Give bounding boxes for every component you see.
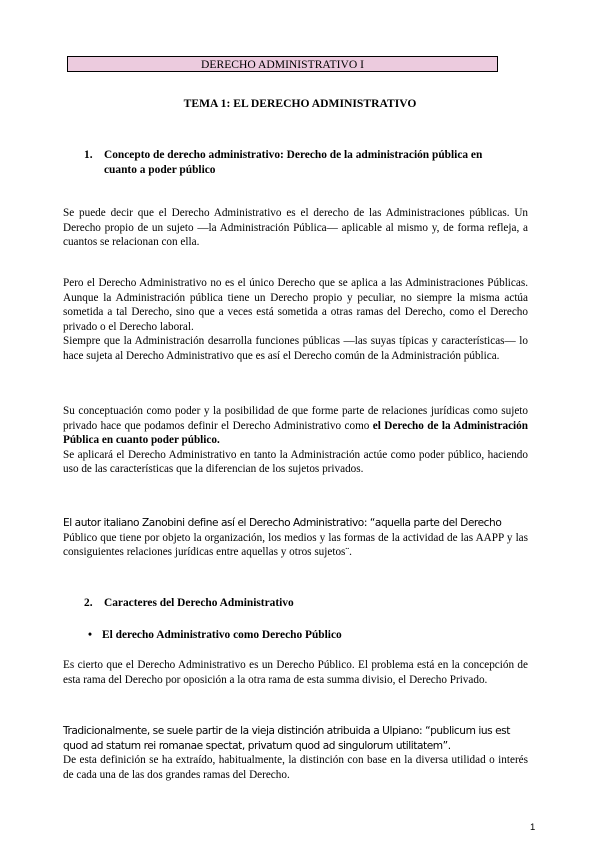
paragraph-4-start: Su conceptuación como poder y la posibilidad de que forme parte de relaciones jurídicas como sujeto privado hace que podamos definir el Derecho Administrativo como bbox=[63, 405, 528, 432]
zanobini-quote bbox=[63, 516, 528, 560]
paragraph-1 bbox=[63, 206, 528, 250]
section-2-number: 2. bbox=[84, 597, 93, 609]
section-2-heading-text: Caracteres del Derecho Administrativo bbox=[104, 597, 294, 609]
paragraph-3-text: Siempre que la Administración desarrolla funciones públicas —las suyas típicas y características— lo hace sujeta al Derecho Administrativo que es así el Derecho común de la Administración pública. bbox=[63, 335, 528, 362]
paragraph-5-text: Se aplicará el Derecho Administrativo en tanto la Administración actúe como poder público, haciendo uso de las características que la diferencian de los sujetos privados. bbox=[63, 448, 528, 476]
document-banner: DERECHO ADMINISTRATIVO I bbox=[67, 56, 498, 72]
bullet-icon: • bbox=[88, 629, 92, 641]
paragraph-2 bbox=[63, 276, 528, 364]
section-2-bullet bbox=[88, 628, 342, 643]
paragraph-6-text: Es cierto que el Derecho Administrativo es un Derecho Público. El problema está en la concepción de esta rama del Derecho por oposición a la otra rama de esta summa divisio, el Derecho Privado. bbox=[63, 659, 528, 686]
section-2-heading bbox=[84, 596, 294, 611]
paragraph-2-text: Pero el Derecho Administrativo no es el único Derecho que se aplica a las Administraciones Públicas. Aunque la Administración pública tiene un Derecho propio y peculiar, no siempre la misma actúa sometida a tal Derecho, sino que a veces está sometida a otras ramas del Derecho, como el Derecho privado o el Derecho laboral. bbox=[63, 277, 528, 333]
section-1-number: 1. bbox=[84, 149, 93, 161]
page-number: 1 bbox=[530, 822, 536, 833]
section-1-heading-line2: cuanto a poder público bbox=[104, 164, 216, 176]
section-2-bullet-text: El derecho Administrativo como Derecho Público bbox=[102, 629, 342, 641]
paragraph-6 bbox=[63, 658, 528, 687]
zanobini-quote-line1: El autor italiano Zanobini define así el Derecho Administrativo: “aquella parte del Derecho bbox=[63, 517, 502, 529]
paragraph-4-bold: el Derecho de la Administración Pública en cuanto poder público. bbox=[63, 419, 528, 447]
section-1-heading-line1: Concepto de derecho administrativo: Derecho de la administración pública en bbox=[104, 149, 483, 161]
paragraph-4 bbox=[63, 404, 528, 477]
ulpiano-quote-line2: quod ad statum rei romanae spectat, privatum quod ad singulorum utilitatem”. bbox=[63, 739, 451, 752]
ulpiano-quote-line1: Tradicionalmente, se suele partir de la vieja distinción atribuida a Ulpiano: “publicum ius est bbox=[63, 725, 510, 737]
paragraph-4-text bbox=[63, 404, 528, 448]
ulpiano-quote bbox=[63, 724, 528, 782]
paragraph-1-text: Se puede decir que el Derecho Administrativo es el derecho de las Administraciones públicas. Un Derecho propio de un sujeto —la Administración Pública— aplicable al mismo y, de forma refleja, a cuantos se relacionan con ella. bbox=[63, 207, 528, 249]
zanobini-quote-rest: Público que tiene por objeto la organización, los medios y las formas de la actividad de las AAPP y las consiguientes relaciones jurídicas entre aquellas y otros sujetos¨. bbox=[63, 531, 528, 559]
page-title: TEMA 1: EL DERECHO ADMINISTRATIVO bbox=[183, 97, 417, 110]
section-1-heading bbox=[84, 148, 524, 178]
paragraph-7-text: De esta definición se ha extraído, habitualmente, la distinción con base en la diversa utilidad o interés de cada una de las dos grandes ramas del Derecho. bbox=[63, 754, 528, 781]
